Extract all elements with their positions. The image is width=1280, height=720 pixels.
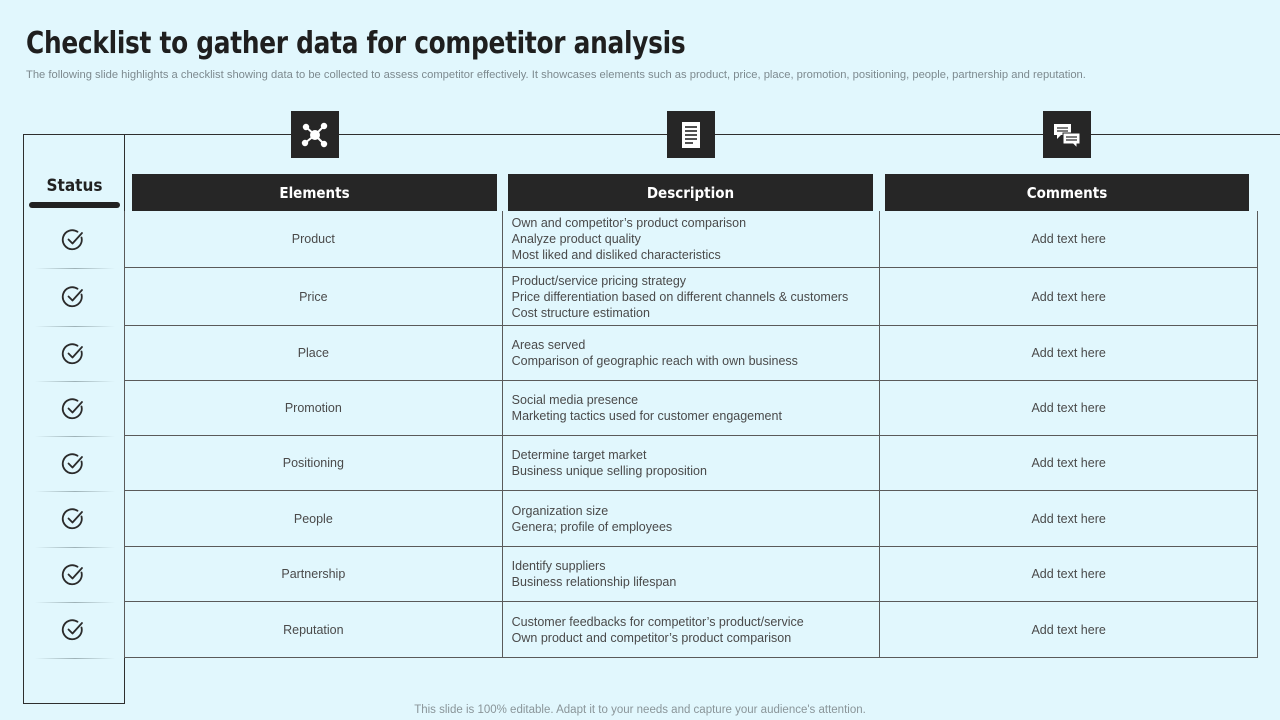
status-divider — [35, 381, 115, 382]
check-circle-icon — [61, 507, 85, 531]
comment-cell[interactable]: Add text here — [880, 436, 1258, 490]
description-cell — [503, 326, 881, 380]
header-comments: Comments — [885, 174, 1249, 211]
slide-title: Checklist to gather data for competitor analysis — [26, 26, 686, 61]
table-row — [125, 211, 1258, 268]
status-header: Status — [46, 176, 103, 196]
element-cell: Promotion — [125, 381, 503, 435]
status-divider — [35, 268, 115, 269]
description-line: Identify suppliers — [511, 559, 606, 573]
status-divider — [35, 602, 115, 603]
comment-cell[interactable]: Add text here — [880, 381, 1258, 435]
description-line: Own and competitor’s product comparison — [511, 216, 747, 230]
description-cell — [503, 602, 881, 657]
chat-bubbles-icon — [1052, 121, 1082, 149]
description-line: Price differentiation based on different channels & customers — [511, 289, 849, 304]
header-description: Description — [508, 174, 873, 211]
status-underline — [29, 202, 120, 208]
status-divider — [35, 547, 115, 548]
comment-cell[interactable]: Add text here — [880, 547, 1258, 601]
description-cell — [503, 381, 881, 435]
status-divider — [35, 436, 115, 437]
element-cell: Place — [125, 326, 503, 380]
check-circle-icon — [61, 618, 85, 642]
description-cell — [503, 547, 881, 601]
element-cell: Price — [125, 268, 503, 325]
elements-icon-box — [291, 111, 339, 158]
comment-cell[interactable]: Add text here — [880, 326, 1258, 380]
network-icon — [301, 121, 329, 149]
comment-cell[interactable]: Add text here — [880, 268, 1258, 325]
comment-cell[interactable]: Add text here — [880, 491, 1258, 546]
description-line: Marketing tactics used for customer engagement — [511, 409, 782, 423]
comments-icon-box — [1043, 111, 1091, 158]
element-cell: Product — [125, 211, 503, 267]
description-line: Analyze product quality — [511, 232, 641, 246]
comment-cell[interactable]: Add text here — [880, 211, 1258, 267]
description-line: Most liked and disliked characteristics — [511, 248, 721, 262]
description-line: Cost structure estimation — [511, 305, 650, 320]
check-circle-icon — [61, 563, 85, 587]
description-line: Areas served — [511, 338, 586, 352]
document-icon — [678, 120, 704, 150]
table-row — [125, 381, 1258, 436]
element-cell: Reputation — [125, 602, 503, 657]
table-row — [125, 491, 1258, 547]
checklist-table — [124, 211, 1258, 658]
description-icon-box — [667, 111, 715, 158]
description-line: Customer feedbacks for competitor’s product/service — [511, 614, 804, 629]
table-row — [125, 436, 1258, 491]
check-circle-icon — [61, 397, 85, 421]
description-line: Business unique selling proposition — [511, 464, 707, 478]
description-line: Own product and competitor’s product comparison — [511, 630, 792, 645]
check-circle-icon — [61, 452, 85, 476]
description-line: Social media presence — [511, 393, 639, 407]
description-line: Business relationship lifespan — [511, 575, 677, 589]
table-row — [125, 547, 1258, 602]
slide-subtitle: The following slide highlights a checklist showing data to be collected to assess competitor effectively. It showcases elements such as product, price, place, promotion, positioning, people, partnership and reputation. — [26, 69, 1086, 81]
status-divider — [35, 491, 115, 492]
element-cell: Partnership — [125, 547, 503, 601]
element-cell: People — [125, 491, 503, 546]
description-line: Product/service pricing strategy — [511, 273, 687, 288]
description-line: Comparison of geographic reach with own business — [511, 354, 798, 368]
check-circle-icon — [61, 342, 85, 366]
description-cell — [503, 436, 881, 490]
comment-cell[interactable]: Add text here — [880, 602, 1258, 657]
slide-footer: This slide is 100% editable. Adapt it to your needs and capture your audience's attention. — [414, 704, 866, 716]
element-cell: Positioning — [125, 436, 503, 490]
check-circle-icon — [61, 285, 85, 309]
description-line: Genera; profile of employees — [511, 519, 673, 534]
description-cell — [503, 491, 881, 546]
status-divider — [35, 658, 115, 659]
table-row — [125, 602, 1258, 658]
header-elements: Elements — [132, 174, 497, 211]
frame-top-line — [23, 134, 1280, 135]
status-divider — [35, 326, 115, 327]
description-line: Determine target market — [511, 448, 647, 462]
table-row — [125, 326, 1258, 381]
table-row — [125, 268, 1258, 326]
check-circle-icon — [61, 228, 85, 252]
description-line: Organization size — [511, 503, 609, 518]
description-cell — [503, 268, 881, 325]
description-cell — [503, 211, 881, 267]
